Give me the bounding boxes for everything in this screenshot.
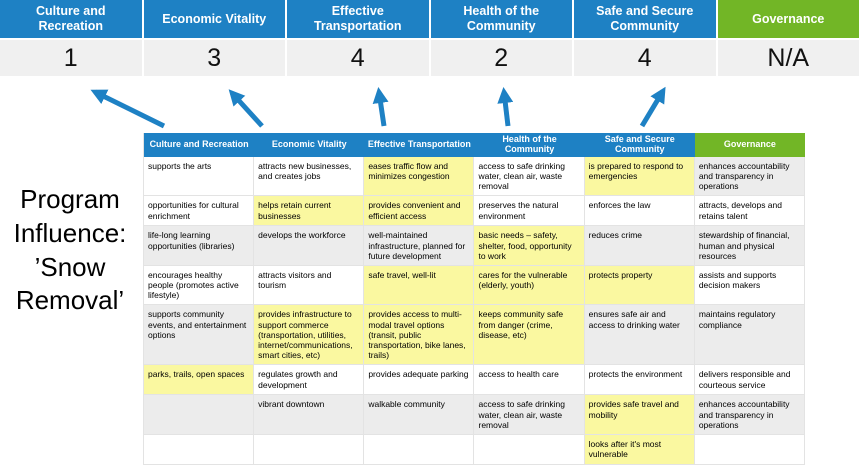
matrix-cell: assists and supports decision makers bbox=[695, 266, 805, 306]
matrix-header-culture: Culture and Recreation bbox=[144, 133, 254, 157]
matrix-cell: attracts, develops and retains talent bbox=[695, 196, 805, 226]
matrix-cell: enforces the law bbox=[585, 196, 695, 226]
matrix-cell: attracts visitors and tourism bbox=[254, 266, 364, 306]
matrix-cell: supports community events, and entertainment options bbox=[144, 305, 254, 365]
matrix-cell: develops the workforce bbox=[254, 226, 364, 266]
matrix-cell: cares for the vulnerable (elderly, youth) bbox=[474, 266, 584, 306]
matrix-cell: ensures safe air and access to drinking water bbox=[585, 305, 695, 365]
matrix-cell: regulates growth and development bbox=[254, 365, 364, 395]
matrix-header-health: Health of the Community bbox=[474, 133, 584, 157]
matrix-cell: protects the environment bbox=[585, 365, 695, 395]
matrix-cell: supports the arts bbox=[144, 157, 254, 197]
program-label: Program Influence: ’Snow Removal’ bbox=[13, 184, 127, 316]
matrix-cell: access to health care bbox=[474, 365, 584, 395]
matrix-cell: parks, trails, open spaces bbox=[144, 365, 254, 395]
matrix-cell: provides infrastructure to support commerce (transportation, utilities, internet/communications, smart cities, etc) bbox=[254, 305, 364, 365]
matrix-cell: safe travel, well-lit bbox=[364, 266, 474, 306]
matrix-cell: reduces crime bbox=[585, 226, 695, 266]
up-arrow-icon bbox=[95, 92, 164, 126]
score-governance: N/A bbox=[718, 40, 859, 76]
matrix-cell: walkable community bbox=[364, 395, 474, 435]
matrix-cell bbox=[695, 435, 805, 465]
matrix-cell bbox=[474, 435, 584, 465]
up-arrow-icon bbox=[232, 93, 262, 126]
priority-header-safe: Safe and Secure Community bbox=[574, 0, 716, 38]
matrix-cell: enhances accountability and transparency in operations bbox=[695, 157, 805, 197]
matrix-cell: eases traffic flow and minimizes congestion bbox=[364, 157, 474, 197]
matrix-cell: vibrant downtown bbox=[254, 395, 364, 435]
matrix-header-economic: Economic Vitality bbox=[254, 133, 364, 157]
priority-banner bbox=[0, 0, 859, 38]
matrix-cell: life-long learning opportunities (libraries) bbox=[144, 226, 254, 266]
matrix-cell: access to safe drinking water, clean air, waste removal bbox=[474, 157, 584, 197]
matrix-cell: provides adequate parking bbox=[364, 365, 474, 395]
priority-header-economic: Economic Vitality bbox=[144, 0, 286, 38]
matrix-header-transportation: Effective Transportation bbox=[364, 133, 474, 157]
priority-header-health: Health of the Community bbox=[431, 0, 573, 38]
matrix-cell: provides access to multi-modal travel options (transit, public transportation, bike lanes, trails) bbox=[364, 305, 474, 365]
matrix-cell bbox=[254, 435, 364, 465]
up-arrow-icon bbox=[504, 92, 508, 126]
priority-header-culture: Culture and Recreation bbox=[0, 0, 142, 38]
matrix-cell: delivers responsible and courteous service bbox=[695, 365, 805, 395]
matrix-cell: access to safe drinking water, clean air, waste removal bbox=[474, 395, 584, 435]
priority-header-governance: Governance bbox=[718, 0, 859, 38]
matrix-cell: provides convenient and efficient access bbox=[364, 196, 474, 226]
matrix-cell: keeps community safe from danger (crime, disease, etc) bbox=[474, 305, 584, 365]
matrix-cell: protects property bbox=[585, 266, 695, 306]
matrix-cell: enhances accountability and transparency in operations bbox=[695, 395, 805, 435]
matrix-header-safe: Safe and Secure Community bbox=[585, 133, 695, 157]
score-safe: 4 bbox=[574, 40, 716, 76]
matrix-cell: attracts new businesses, and creates jobs bbox=[254, 157, 364, 197]
score-economic: 3 bbox=[144, 40, 286, 76]
matrix-cell: maintains regulatory compliance bbox=[695, 305, 805, 365]
matrix-cell: opportunities for cultural enrichment bbox=[144, 196, 254, 226]
matrix-cell bbox=[144, 435, 254, 465]
up-arrow-icon bbox=[379, 92, 384, 126]
priority-header-transportation: Effective Transportation bbox=[287, 0, 429, 38]
matrix-cell bbox=[144, 395, 254, 435]
matrix-header-governance: Governance bbox=[695, 133, 805, 157]
score-culture: 1 bbox=[0, 40, 142, 76]
matrix-cell: well-maintained infrastructure, planned for future development bbox=[364, 226, 474, 266]
score-health: 2 bbox=[431, 40, 573, 76]
matrix-cell bbox=[364, 435, 474, 465]
matrix-cell: provides safe travel and mobility bbox=[585, 395, 695, 435]
influence-matrix bbox=[143, 133, 805, 465]
matrix-cell: basic needs – safety, shelter, food, opportunity to work bbox=[474, 226, 584, 266]
score-row bbox=[0, 40, 859, 76]
score-transportation: 4 bbox=[287, 40, 429, 76]
matrix-cell: encourages healthy people (promotes active lifestyle) bbox=[144, 266, 254, 306]
arrows-layer bbox=[0, 80, 859, 132]
matrix-cell: is prepared to respond to emergencies bbox=[585, 157, 695, 197]
matrix-cell: preserves the natural environment bbox=[474, 196, 584, 226]
matrix-cell: looks after it's most vulnerable bbox=[585, 435, 695, 465]
up-arrow-icon bbox=[642, 91, 663, 126]
matrix-cell: helps retain current businesses bbox=[254, 196, 364, 226]
matrix-cell: stewardship of financial, human and physical resources bbox=[695, 226, 805, 266]
